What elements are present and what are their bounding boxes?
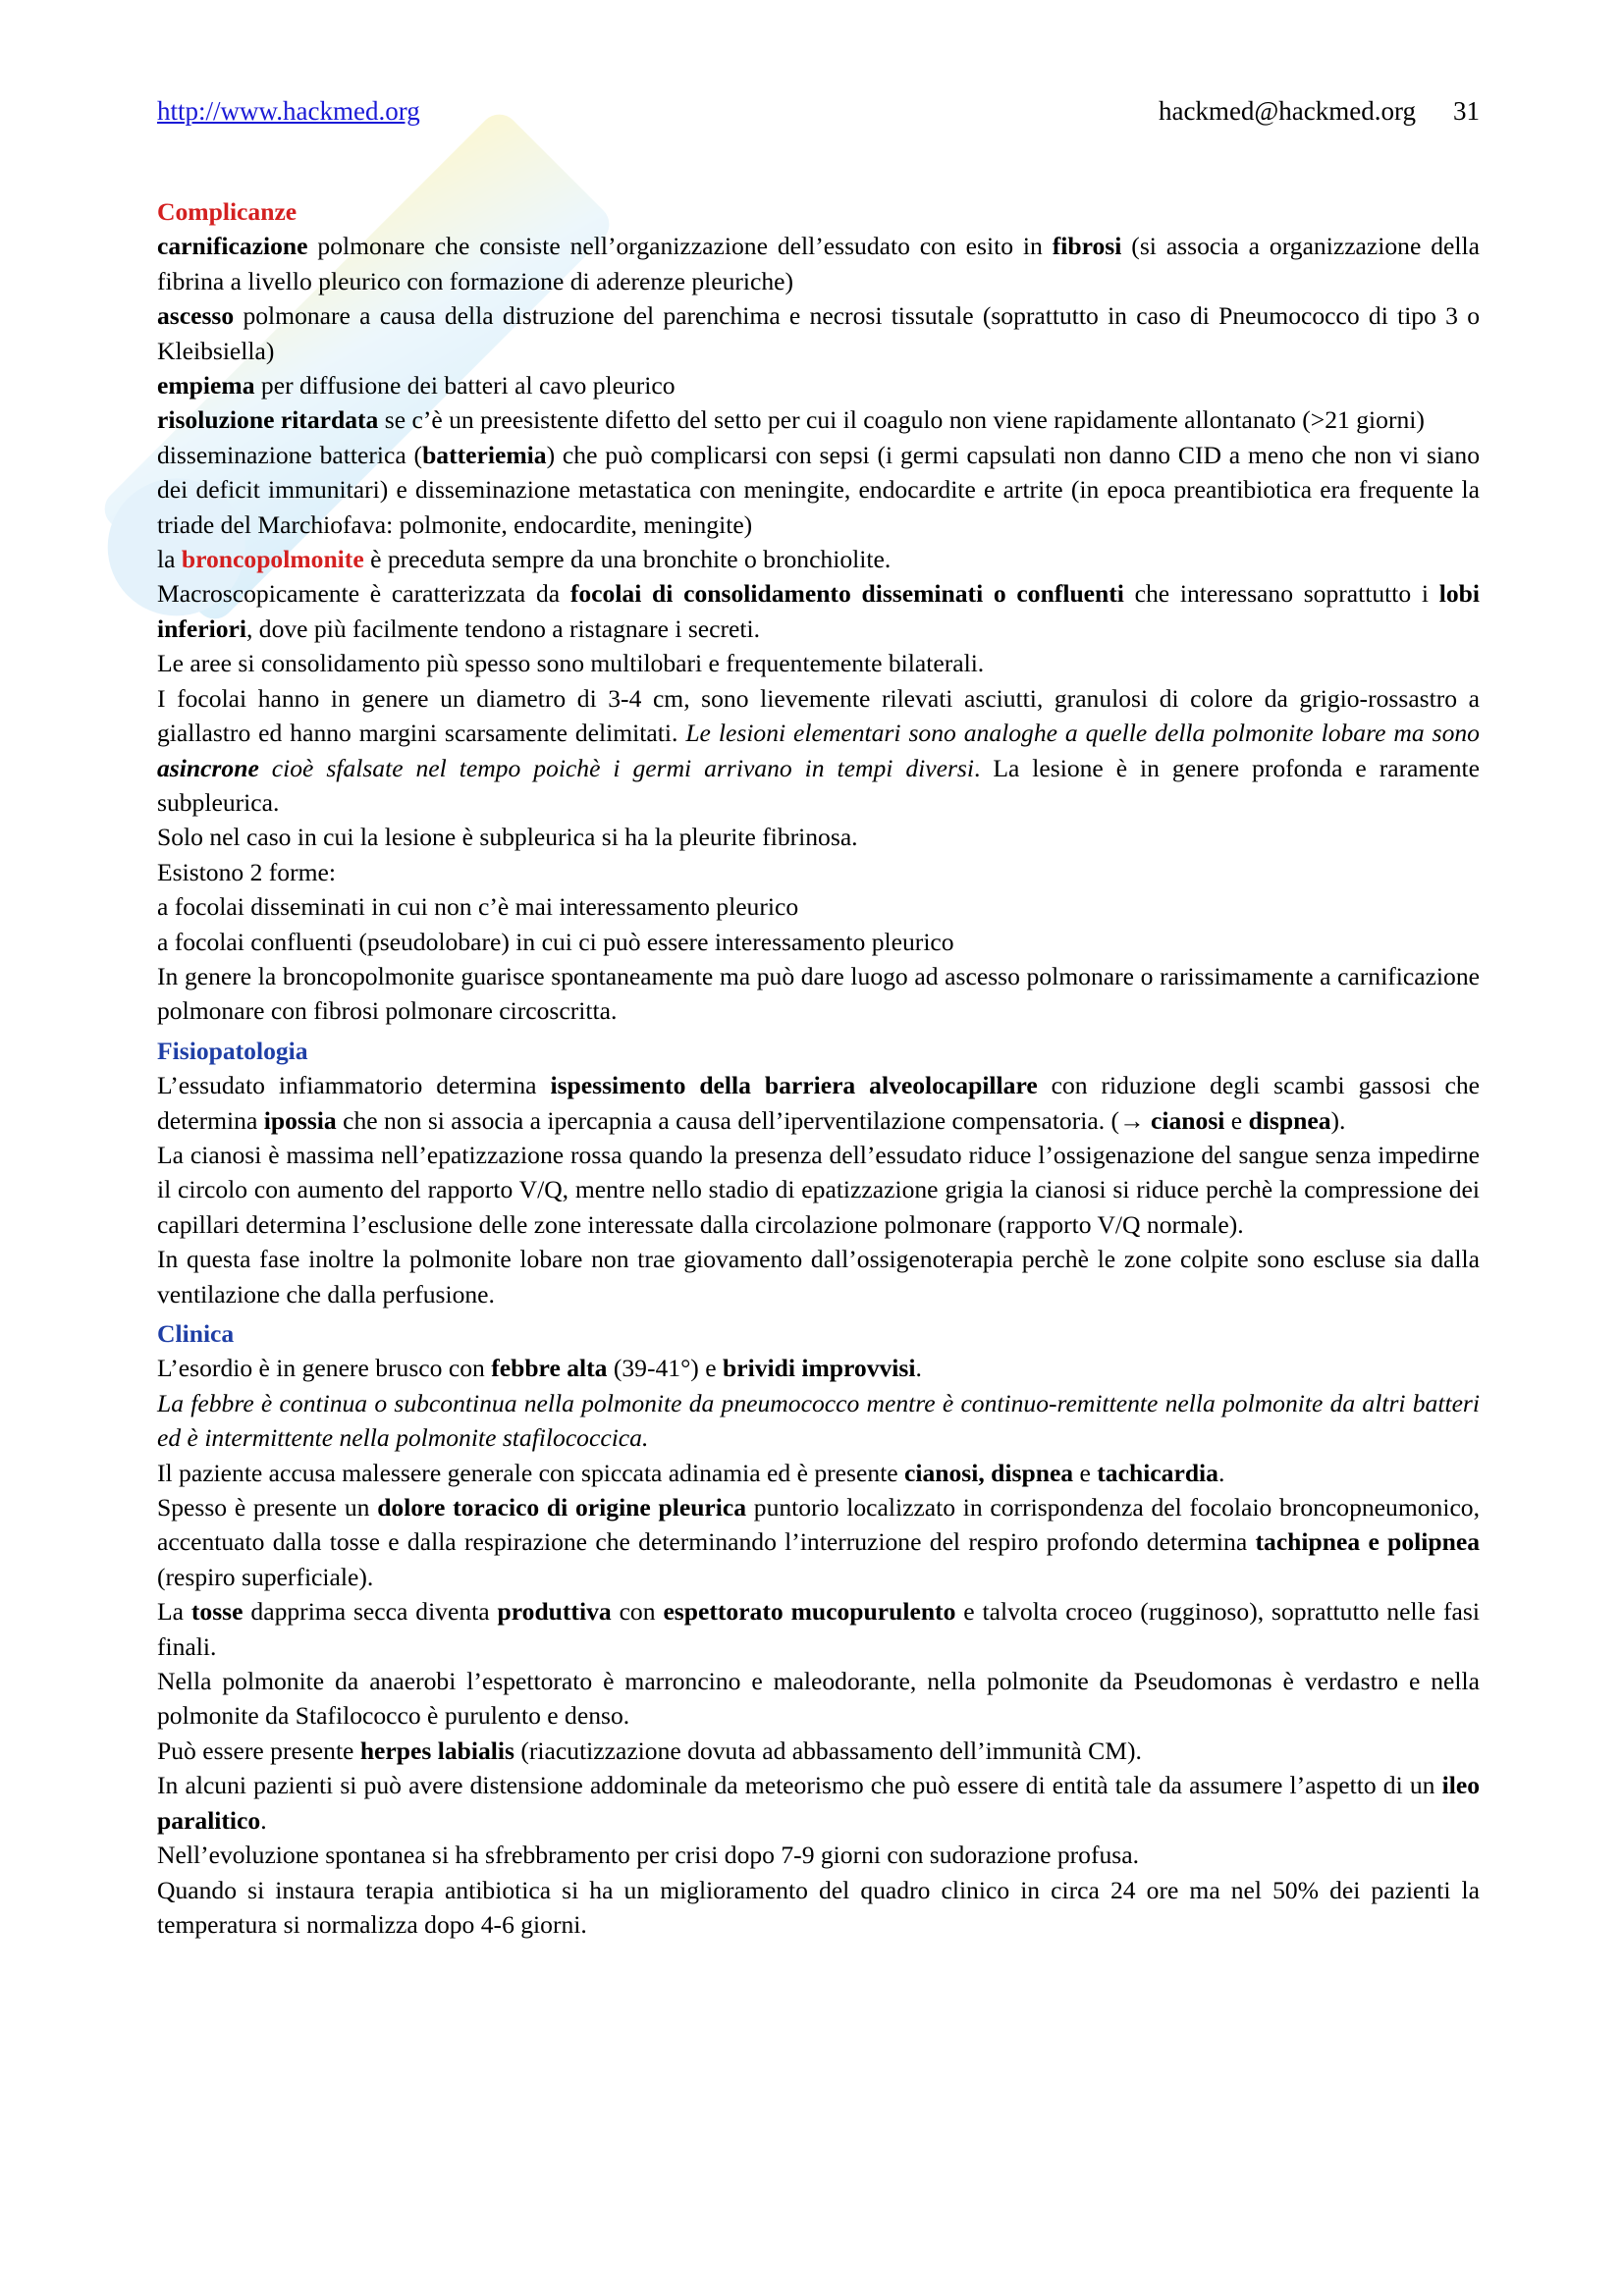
text-run: L’essudato infiammatorio determina bbox=[157, 1071, 551, 1100]
bold-term: fibrosi bbox=[1052, 232, 1122, 261]
text-run: se c’è un preesistente difetto del setto per cui il coagulo non viene rapidamente allontanato (>21 giorni) bbox=[378, 405, 1425, 435]
bold-term: herpes labialis bbox=[359, 1735, 514, 1765]
paragraph bbox=[157, 229, 1480, 298]
bold-term: carnificazione bbox=[157, 232, 308, 261]
heading-complicanze: Complicanze bbox=[157, 197, 298, 226]
paragraph: Esistono 2 forme: bbox=[157, 857, 336, 886]
bold-term: empiema bbox=[157, 371, 255, 400]
header-url-link[interactable]: http://www.hackmed.org bbox=[157, 96, 420, 126]
bold-term: cianosi, dispnea bbox=[904, 1458, 1074, 1487]
paragraph: Le aree si consolidamento più spesso sono multilobari e frequentemente bilaterali. bbox=[157, 649, 985, 678]
bold-term: produttiva bbox=[497, 1597, 612, 1627]
text-run: con riduzione degli scambi gassosi che determina bbox=[157, 1071, 1480, 1135]
bold-term: risoluzione ritardata bbox=[157, 405, 379, 435]
paragraph bbox=[157, 1386, 1480, 1456]
paragraph: a focolai confluenti (pseudolobare) in cui ci può essere interessamento pleurico bbox=[157, 927, 954, 956]
text-run: . bbox=[260, 1805, 267, 1835]
text-run: . bbox=[1217, 1458, 1225, 1487]
bold-term: tachipnea e polipnea bbox=[1255, 1527, 1481, 1557]
text-run: In alcuni pazienti si può avere distensione addominale da meteorismo che può essere di entità tale da assumere l’aspetto di un bbox=[157, 1771, 1442, 1800]
text-run: che interessano soprattutto i bbox=[1123, 579, 1439, 609]
paragraph bbox=[157, 1456, 1480, 1490]
italic-run: La febbre è continua o subcontinua nella polmonite da pneumococco mentre è continuo-remittente nella polmonite da altri batteri ed è intermittente nella polmonite stafilococcica. bbox=[157, 1388, 1480, 1453]
paragraph bbox=[157, 438, 1480, 542]
paragraph bbox=[157, 298, 1480, 368]
paragraph bbox=[157, 1490, 1480, 1594]
bold-term: espettorato mucopurulento bbox=[663, 1597, 956, 1627]
bold-term: batteriemia bbox=[422, 440, 547, 469]
text-run: e bbox=[1224, 1105, 1249, 1135]
text-run: La bbox=[157, 1597, 191, 1627]
bold-term: focolai di consolidamento disseminati o confluenti bbox=[569, 579, 1124, 609]
text-run: che non si associa a ipercapnia a causa dell’iperventilazione compensatoria. (→ bbox=[336, 1105, 1152, 1135]
bold-term: febbre alta bbox=[491, 1354, 608, 1383]
text-run: per diffusione dei batteri al cavo pleurico bbox=[254, 371, 676, 400]
paragraph bbox=[157, 576, 1480, 646]
text-run: è preceduta sempre da una bronchite o bronchiolite. bbox=[363, 545, 892, 574]
paragraph: Nella polmonite da anaerobi l’espettorato è marroncino e maleodorante, nella polmonite da Pseudomonas è verdastro e nella polmonite da Stafilococco è purulento e denso. bbox=[157, 1667, 1480, 1731]
text-run: , dove più facilmente tendono a ristagnare i secreti. bbox=[245, 614, 761, 643]
text-run: Spesso è presente un bbox=[157, 1493, 378, 1522]
paragraph bbox=[157, 402, 1480, 437]
bold-term: ileo paralitico bbox=[157, 1771, 1480, 1835]
bold-italic-term: asincrone bbox=[157, 753, 259, 782]
paragraph: Solo nel caso in cui la lesione è subpleurica si ha la pleurite fibrinosa. bbox=[157, 823, 858, 852]
text-run: (39-41°) e bbox=[607, 1354, 723, 1383]
text-run: Il paziente accusa malessere generale con spiccata adinamia ed è presente bbox=[157, 1458, 904, 1487]
paragraph: Quando si instaura terapia antibiotica si ha un miglioramento del quadro clinico in circa 24 ore ma nel 50% dei pazienti la temperatura si normalizza dopo 4-6 giorni. bbox=[157, 1875, 1480, 1939]
text-run: la bbox=[157, 545, 182, 574]
paragraph bbox=[157, 1351, 1480, 1385]
bold-term: cianosi bbox=[1151, 1105, 1225, 1135]
text-run: . bbox=[915, 1354, 922, 1383]
bold-term: ascesso bbox=[157, 301, 235, 331]
text-run: . La lesione è in genere profonda e raramente subpleurica. bbox=[157, 753, 1480, 817]
text-run: disseminazione batterica ( bbox=[157, 440, 423, 469]
text-run: con bbox=[611, 1597, 664, 1627]
red-term: broncopolmonite bbox=[181, 545, 364, 574]
document-body bbox=[157, 194, 1480, 1942]
paragraph: Nell’evoluzione spontanea si ha sfrebbramento per crisi dopo 7-9 giorni con sudorazione profusa. bbox=[157, 1841, 1139, 1870]
text-run: ) che può complicarsi con sepsi (i germi capsulati non danno CID a meno che non vi siano dei deficit immunitari) e disseminazione metastatica con meningite, endocardite e artrite (in epoca preantibiotica era frequente la triade del Marchiofava: polmonite, endocardite, meningite) bbox=[157, 440, 1480, 539]
paragraph bbox=[157, 1768, 1480, 1838]
paragraph bbox=[157, 1594, 1480, 1664]
italic-run: cioè sfalsate nel tempo poichè i germi arrivano in tempi diversi bbox=[258, 753, 974, 782]
paragraph bbox=[157, 681, 1480, 821]
header-email: hackmed@hackmed.org bbox=[1158, 96, 1416, 126]
text-run: e bbox=[1073, 1458, 1098, 1487]
text-run: e talvolta croceo (rugginoso), soprattutto nelle fasi finali. bbox=[157, 1597, 1480, 1661]
text-run: I focolai hanno in genere un diametro di 3-4 cm, sono lievemente rilevati asciutti, granulosi di colore da grigio-rossastro a giallastro ed hanno margini scarsamente delimitati. bbox=[157, 683, 1480, 748]
page-number: 31 bbox=[1453, 96, 1480, 126]
bold-term: tachicardia bbox=[1097, 1458, 1218, 1487]
text-run: L’esordio è in genere brusco con bbox=[157, 1354, 492, 1383]
text-run: (respiro superficiale). bbox=[157, 1562, 374, 1591]
paragraph bbox=[157, 368, 1480, 402]
text-run: (si associa a organizzazione della fibrina a livello pleurico con formazione di aderenze pleuriche) bbox=[157, 232, 1480, 295]
paragraph: In questa fase inoltre la polmonite lobare non trae giovamento dall’ossigenoterapia perchè le zone colpite sono escluse sia dalla ventilazione che dalla perfusione. bbox=[157, 1245, 1480, 1308]
text-run: puntorio localizzato in corrispondenza del focolaio broncopneumonico, accentuato dalla tosse e dalla respirazione che determinando l’interruzione del respiro profondo determina bbox=[157, 1493, 1481, 1557]
paragraph bbox=[157, 542, 1480, 576]
bold-term: lobi inferiori bbox=[157, 579, 1481, 643]
bold-term: dispnea bbox=[1248, 1105, 1331, 1135]
bold-term: brividi improvvisi bbox=[722, 1354, 916, 1383]
text-run: Può essere presente bbox=[157, 1735, 360, 1765]
text-run: (riacutizzazione dovuta ad abbassamento dell’immunità CM). bbox=[514, 1735, 1142, 1765]
text-run: polmonare a causa della distruzione del parenchima e necrosi tissutale (soprattutto in caso di Pneumococco di tipo 3 o Kleibsiella) bbox=[157, 301, 1480, 365]
text-run: ). bbox=[1330, 1105, 1346, 1135]
bold-term: dolore toracico di origine pleurica bbox=[377, 1493, 747, 1522]
bold-term: tosse bbox=[190, 1597, 243, 1627]
italic-run: Le lesioni elementari sono analoghe a quelle della polmonite lobare ma sono bbox=[685, 719, 1480, 748]
paragraph bbox=[157, 1068, 1480, 1138]
bold-term: ipossia bbox=[263, 1105, 337, 1135]
paragraph bbox=[157, 1734, 1480, 1768]
page-header bbox=[157, 96, 1480, 135]
paragraph: La cianosi è massima nell’epatizzazione rossa quando la presenza dell’essudato riduce l’ossigenazione del sangue senza impedirne il circolo con aumento del rapporto V/Q, mentre nello stadio di epatizzazione grigia la cianosi si riduce perchè la compressione dei capillari determina l’esclusione delle zone interessate dalla circolazione polmonare (rapporto V/Q normale). bbox=[157, 1140, 1480, 1239]
paragraph: a focolai disseminati in cui non c’è mai interessamento pleurico bbox=[157, 892, 799, 922]
header-right bbox=[1159, 96, 1480, 127]
text-run: polmonare che consiste nell’organizzazione dell’essudato con esito in bbox=[307, 232, 1053, 261]
text-run: dapprima secca diventa bbox=[243, 1597, 498, 1627]
heading-fisiopatologia: Fisiopatologia bbox=[157, 1036, 308, 1065]
heading-clinica: Clinica bbox=[157, 1319, 235, 1348]
paragraph: In genere la broncopolmonite guarisce spontaneamente ma può dare luogo ad ascesso polmonare o rarissimamente a carnificazione polmonare con fibrosi polmonare circoscritta. bbox=[157, 961, 1480, 1026]
text-run: Macroscopicamente è caratterizzata da bbox=[157, 579, 570, 609]
bold-term: ispessimento della barriera alveolocapillare bbox=[550, 1071, 1038, 1100]
